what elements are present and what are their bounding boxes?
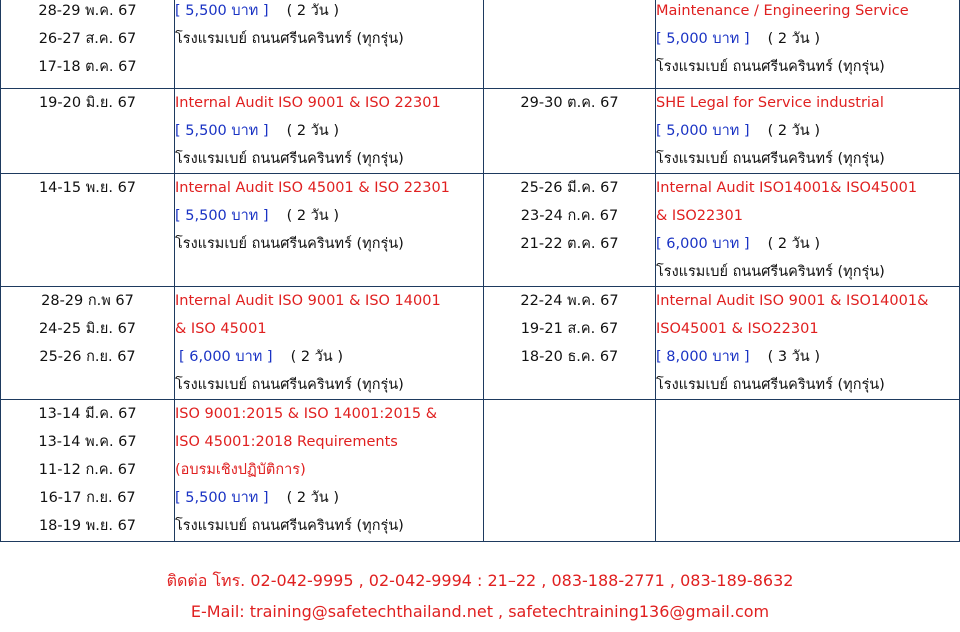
session-date: 19-20 มิ.ย. 67 [38,95,137,111]
course-cell-right [656,400,960,542]
dates-cell-left [1,89,175,174]
price-line [656,117,959,145]
course-title: ISO 45001:2018 Requirements [175,434,398,450]
session-date: 13-14 พ.ค. 67 [38,434,137,450]
session-date: 11-12 ก.ค. 67 [38,462,137,478]
price-line [175,343,483,371]
dates-cell-left [1,400,175,542]
course-duration: ( 2 วัน ) [286,490,339,506]
dates-cell-right [484,174,656,287]
course-title: & ISO22301 [656,208,743,224]
session-date: 25-26 ก.ย. 67 [39,349,136,365]
schedule-row [1,174,960,287]
course-cell-left [175,287,484,400]
course-duration: ( 2 วัน ) [286,123,339,139]
course-price: [ 5,500 บาท ] [175,208,269,224]
schedule-row [1,287,960,400]
course-venue: โรงแรมเบย์ ถนนศรีนครินทร์ (ทุกรุ่น) [175,377,404,393]
session-date: 28-29 พ.ค. 67 [38,3,137,19]
course-duration: ( 3 วัน ) [767,349,820,365]
course-venue: โรงแรมเบย์ ถนนศรีนครินทร์ (ทุกรุ่น) [175,236,404,252]
contact-phone: ติดต่อ โทร. 02-042-9995 , 02-042-9994 : 21–22 , 083-188-2771 , 083-189-8632 [166,571,794,590]
course-title: ISO45001 & ISO22301 [656,321,819,337]
contact-email: E-Mail: training@safetechthailand.net , safetechtraining136@gmail.com [190,602,770,621]
price-line [656,343,959,371]
course-venue: โรงแรมเบย์ ถนนศรีนครินทร์ (ทุกรุ่น) [175,151,404,167]
course-price: [ 5,000 บาท ] [656,123,750,139]
schedule-row [1,0,960,89]
schedule-body [1,0,960,542]
course-price: [ 6,000 บาท ] [656,236,750,252]
course-duration: ( 2 วัน ) [290,349,343,365]
course-venue: โรงแรมเบย์ ถนนศรีนครินทร์ (ทุกรุ่น) [656,151,885,167]
dates-cell-left [1,174,175,287]
session-date: 19-21 ส.ค. 67 [520,321,619,337]
course-cell-right [656,287,960,400]
course-duration: ( 2 วัน ) [286,3,339,19]
price-line [656,230,959,258]
dates-cell-right [484,287,656,400]
course-venue: โรงแรมเบย์ ถนนศรีนครินทร์ (ทุกรุ่น) [175,518,404,534]
session-date: 25-26 มี.ค. 67 [520,180,619,196]
price-line [656,25,959,53]
price-line [175,484,483,512]
course-title: Internal Audit ISO 9001 & ISO 14001 [175,293,441,309]
price-line [175,202,483,230]
session-date: 29-30 ต.ค. 67 [520,95,619,111]
course-price: [ 5,500 บาท ] [175,123,269,139]
session-date: 13-14 มี.ค. 67 [38,406,137,422]
course-venue: โรงแรมเบย์ ถนนศรีนครินทร์ (ทุกรุ่น) [656,264,885,280]
course-title: Maintenance / Engineering Service [656,3,909,19]
session-date: 24-25 มิ.ย. 67 [38,321,137,337]
schedule-row [1,400,960,542]
session-date: 16-17 ก.ย. 67 [39,490,136,506]
course-price: [ 6,000 บาท ] [179,349,273,365]
session-date: 18-19 พ.ย. 67 [38,518,137,534]
price-line [175,117,483,145]
course-duration: ( 2 วัน ) [286,208,339,224]
course-cell-left [175,400,484,542]
course-duration: ( 2 วัน ) [767,236,820,252]
price-line [175,0,483,25]
course-price: [ 5,500 บาท ] [175,490,269,506]
course-duration: ( 2 วัน ) [767,123,820,139]
schedule-row [1,89,960,174]
course-title: ISO 9001:2015 & ISO 14001:2015 & [175,406,438,422]
course-title: Internal Audit ISO14001& ISO45001 [656,180,918,196]
course-title: SHE Legal for Service industrial [656,95,884,111]
course-venue: โรงแรมเบย์ ถนนศรีนครินทร์ (ทุกรุ่น) [175,31,404,47]
course-title: Internal Audit ISO 45001 & ISO 22301 [175,180,450,196]
course-price: [ 5,000 บาท ] [656,31,750,47]
course-title: & ISO 45001 [175,321,267,337]
course-cell-right [656,174,960,287]
course-cell-left [175,89,484,174]
course-venue: โรงแรมเบย์ ถนนศรีนครินทร์ (ทุกรุ่น) [656,377,885,393]
course-duration: ( 2 วัน ) [767,31,820,47]
course-cell-right [656,89,960,174]
session-date: 17-18 ต.ค. 67 [38,59,137,75]
session-date: 21-22 ต.ค. 67 [520,236,619,252]
session-date: 23-24 ก.ค. 67 [520,208,619,224]
course-cell-right [656,0,960,89]
dates-cell-left [1,0,175,89]
course-cell-left [175,0,484,89]
session-date: 28-29 ก.พ 67 [41,293,134,309]
course-price: [ 5,500 บาท ] [175,3,269,19]
session-date: 14-15 พ.ย. 67 [38,180,137,196]
course-price: [ 8,000 บาท ] [656,349,750,365]
course-title: Internal Audit ISO 9001 & ISO 22301 [175,95,441,111]
course-title: Internal Audit ISO 9001 & ISO14001& [656,293,929,309]
session-date: 18-20 ธ.ค. 67 [520,349,619,365]
dates-cell-right [484,400,656,542]
course-title: (อบรมเชิงปฏิบัติการ) [175,462,306,478]
dates-cell-right [484,89,656,174]
session-date: 26-27 ส.ค. 67 [38,31,137,47]
course-cell-left [175,174,484,287]
dates-cell-left [1,287,175,400]
dates-cell-right [484,0,656,89]
session-date: 22-24 พ.ค. 67 [520,293,619,309]
course-venue: โรงแรมเบย์ ถนนศรีนครินทร์ (ทุกรุ่น) [656,59,885,75]
